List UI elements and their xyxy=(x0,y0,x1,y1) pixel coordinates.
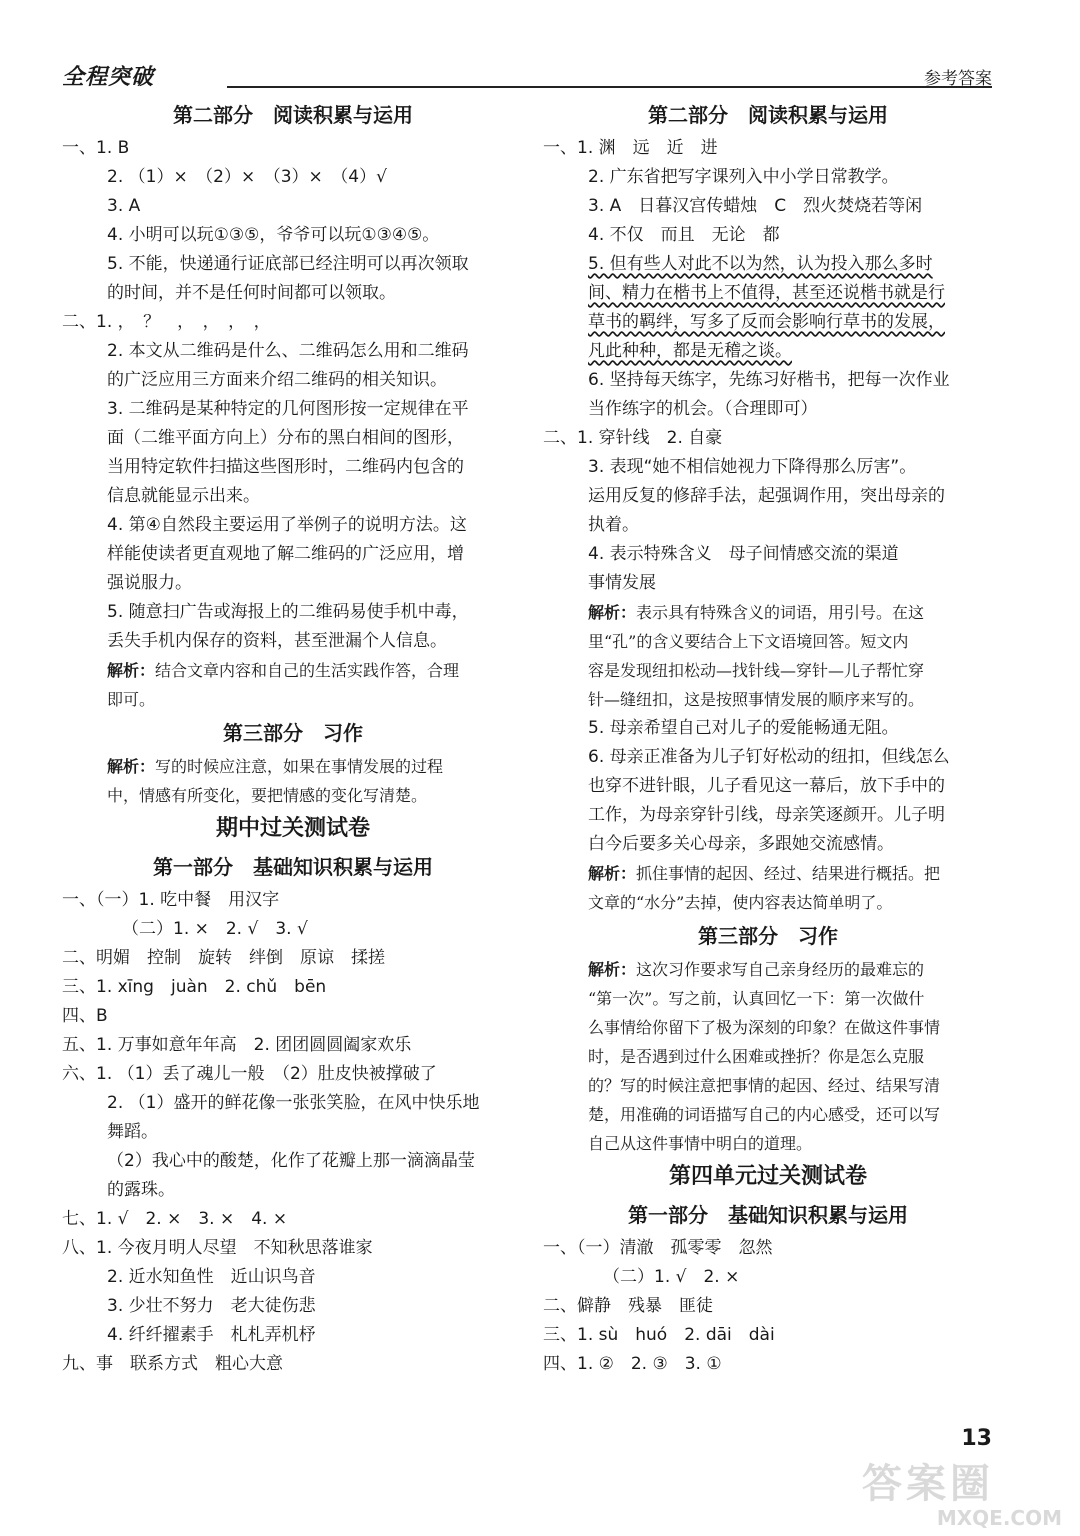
answer-line: 2. （1）× （2）× （3）× （4）√ xyxy=(107,167,387,187)
answer-line: 二、1. ， ？ ， ， ， ， xyxy=(62,312,271,332)
answer-line: 6. 母亲正准备为儿子钉好松动的纽扣，但线怎么 xyxy=(588,747,950,767)
answer-line: 的时间，并不是任何时间都可以领取。 xyxy=(107,283,396,303)
answer-line: 样能使读者更直观地了解二维码的广泛应用，增 xyxy=(107,544,464,564)
analysis-label: 解析： xyxy=(588,603,637,622)
answer-line: 五、1. 万事如意年年高 2. 团团圆圆阖家欢乐 xyxy=(62,1035,412,1055)
watermark-logo: 答案圈 xyxy=(862,1461,994,1507)
section-heading: 第二部分 阅读积累与运用 xyxy=(648,103,888,127)
answer-line: （二）1. √ 2. × xyxy=(603,1267,740,1287)
answer-line: 5. 随意扫广告或海报上的二维码易使手机中毒， xyxy=(107,602,469,622)
answer-line: 舞蹈。 xyxy=(107,1122,158,1142)
answer-line: 也穿不进针眼，儿子看见这一幕后，放下手中的 xyxy=(588,776,945,796)
answer-line xyxy=(543,250,993,279)
answer-line: 当作练字的机会。（合理即可） xyxy=(588,399,818,419)
analysis-text: 结合文章内容和自己的生活实践作答，合理 xyxy=(155,661,460,680)
answer-line: （2）我心中的酸楚，化作了花瓣上那一滴滴晶莹 xyxy=(107,1151,475,1171)
analysis-text: 这次习作要求写自己亲身经历的最难忘的 xyxy=(636,960,925,979)
answer-line: 四、1. ② 2. ③ 3. ① xyxy=(543,1354,722,1374)
answer-line: 三、1. xīng juàn 2. chǔ bēn xyxy=(62,977,327,997)
page-number: 13 xyxy=(961,1426,992,1451)
answer-line: 2. 本文从二维码是什么、二维码怎么用和二维码 xyxy=(107,341,469,361)
answer-line: 一、（一）1. 吃中餐 用汉字 xyxy=(62,890,280,910)
answer-line: 2. 近水知鱼性 近山识鸟音 xyxy=(107,1267,316,1287)
analysis-text: 自己从这件事情中明白的道理。 xyxy=(588,1134,813,1153)
test-title: 第四单元过关测试卷 xyxy=(668,1164,867,1189)
underlined-answer: 间、精力在楷书上不值得，甚至还说楷书就是行 xyxy=(588,283,945,303)
answer-line: 的广泛应用三方面来介绍二维码的相关知识。 xyxy=(107,370,447,390)
analysis-label: 解析： xyxy=(588,960,637,979)
answer-line: 4. 纤纤擢素手 札札弄机杼 xyxy=(107,1325,316,1345)
answer-line: 三、1. sù huó 2. dāi dài xyxy=(543,1325,775,1345)
analysis-text: 时，是否遇到过什么困难或挫折？你是怎么克服 xyxy=(588,1047,925,1066)
analysis-text: 文章的“水分”去掉，使内容表达简单明了。 xyxy=(588,893,893,912)
analysis-text: 即可。 xyxy=(107,690,156,709)
answer-line: 工作，为母亲穿针引线，母亲笑逐颜开。儿子明 xyxy=(588,805,945,825)
answer-line: 八、1. 今夜月明人尽望 不知秋思落谁家 xyxy=(62,1238,373,1258)
answer-line: 运用反复的修辞手法，起强调作用，突出母亲的 xyxy=(588,486,945,506)
answer-line: 二、僻静 残暴 匪徒 xyxy=(543,1296,713,1316)
answer-line: 的露珠。 xyxy=(107,1180,175,1200)
analysis-label: 解析： xyxy=(107,757,156,776)
answer-line: 事情发展 xyxy=(588,573,656,593)
analysis-note xyxy=(62,752,524,781)
underlined-answer: 5. 但有些人对此不以为然，认为投入那么多时 xyxy=(588,254,933,274)
answer-line: 3. 二维码是某种特定的几何图形按一定规律在平 xyxy=(107,399,469,419)
answer-line: （二）1. × 2. √ 3. √ xyxy=(122,919,308,939)
right-column xyxy=(543,96,993,1379)
answer-line: 一、1. B xyxy=(62,138,130,158)
analysis-text: 里“孔”的含义要结合上下文语境回答。短文内 xyxy=(588,632,909,651)
answer-line: 3. A 日暮汉宫传蜡烛 C 烈火焚烧若等闲 xyxy=(588,196,923,216)
section-heading: 第一部分 基础知识积累与运用 xyxy=(153,855,433,879)
answer-line: 5. 不能，快递通行证底部已经注明可以再次领取 xyxy=(107,254,469,274)
answer-line: 4. 小明可以玩①③⑤，爷爷可以玩①③④⑤。 xyxy=(107,225,440,245)
analysis-text: 抓住事情的起因、经过、结果进行概括。把 xyxy=(636,864,941,883)
section-heading: 第二部分 阅读积累与运用 xyxy=(173,103,413,127)
brand-logo: 全程突破 xyxy=(62,65,155,90)
answer-line: 4. 表示特殊含义 母子间情感交流的渠道 xyxy=(588,544,899,564)
watermark xyxy=(862,1462,1062,1532)
analysis-note xyxy=(543,859,993,888)
analysis-label: 解析： xyxy=(588,864,637,883)
answer-line: 面（二维平面方向上）分布的黑白相间的图形， xyxy=(107,428,464,448)
section-heading: 第一部分 基础知识积累与运用 xyxy=(628,1203,908,1227)
answer-line: 3. 少壮不努力 老大徒伤悲 xyxy=(107,1296,316,1316)
underlined-answer: 草书的羁绊，写多了反而会影响行草书的发展， xyxy=(588,312,945,332)
analysis-text: 写的时候应注意，如果在事情发展的过程 xyxy=(155,757,444,776)
answer-line: 二、明媚 控制 旋转 绊倒 原谅 揉搓 xyxy=(62,948,385,968)
answer-line: 当用特定软件扫描这些图形时，二维码内包含的 xyxy=(107,457,464,477)
section-heading: 第三部分 习作 xyxy=(223,721,363,745)
answer-line: 白今后要多关心母亲，多跟她交流感情。 xyxy=(588,834,894,854)
analysis-label: 解析： xyxy=(107,661,156,680)
answer-line: 二、1. 穿针线 2. 自豪 xyxy=(543,428,723,448)
answer-line: 2. 广东省把写字课列入中小学日常教学。 xyxy=(588,167,899,187)
answer-line xyxy=(543,279,993,308)
answer-line: 一、1. 渊 远 近 进 xyxy=(543,138,718,158)
test-title: 期中过关测试卷 xyxy=(215,816,370,841)
answer-line: 七、1. √ 2. × 3. × 4. × xyxy=(62,1209,288,1229)
answer-line xyxy=(543,337,993,366)
answer-line: 2. （1）盛开的鲜花像一张张笑脸，在风中快乐地 xyxy=(107,1093,480,1113)
analysis-text: 的？写的时候注意把事情的起因、经过、结果写清 xyxy=(588,1076,941,1095)
answer-line: 5. 母亲希望自己对儿子的爱能畅通无阻。 xyxy=(588,718,899,738)
left-column xyxy=(62,96,524,1379)
analysis-note xyxy=(543,955,993,984)
answer-line: 六、1. （1）丢了魂儿一般 （2）肚皮快被撑破了 xyxy=(62,1064,437,1084)
answer-line xyxy=(543,308,993,337)
header-rule xyxy=(227,86,992,88)
analysis-text: 中，情感有所变化，要把情感的变化写清楚。 xyxy=(107,786,428,805)
answer-line: 丢失手机内保存的资料，甚至泄漏个人信息。 xyxy=(107,631,447,651)
analysis-text: 针—缝纽扣，这是按照事情发展的顺序来写的。 xyxy=(588,690,925,709)
section-heading: 第三部分 习作 xyxy=(698,924,838,948)
analysis-text: “第一次”。写之前，认真回忆一下：第一次做什 xyxy=(588,989,925,1008)
watermark-site: MXQE.COM xyxy=(936,1506,1062,1530)
analysis-text: 容是发现纽扣松动—找针线—穿针—儿子帮忙穿 xyxy=(588,661,925,680)
page-header xyxy=(62,60,992,90)
analysis-note xyxy=(543,598,993,627)
analysis-text: 么事情给你留下了极为深刻的印象？在做这件事情 xyxy=(588,1018,941,1037)
answer-line: 强说服力。 xyxy=(107,573,192,593)
analysis-text: 楚，用准确的词语描写自己的内心感受，还可以写 xyxy=(588,1105,941,1124)
answer-line: 4. 第④自然段主要运用了举例子的说明方法。这 xyxy=(107,515,467,535)
answer-line: 6. 坚持每天练字，先练习好楷书，把每一次作业 xyxy=(588,370,950,390)
answer-line: 3. A xyxy=(107,196,141,216)
analysis-note xyxy=(62,656,524,685)
answer-line: 执着。 xyxy=(588,515,639,535)
answer-line: 3. 表现“她不相信她视力下降得那么厉害”。 xyxy=(588,457,917,477)
section-label: 参考答案 xyxy=(924,69,992,89)
answer-line: 九、事 联系方式 粗心大意 xyxy=(62,1354,283,1374)
answer-line: 一、（一）清澈 孤零零 忽然 xyxy=(543,1238,773,1258)
underlined-answer: 凡此种种，都是无稽之谈。 xyxy=(588,341,792,361)
analysis-text: 表示具有特殊含义的词语，用引号。在这 xyxy=(636,603,925,622)
answer-line: 信息就能显示出来。 xyxy=(107,486,260,506)
answer-line: 四、B xyxy=(62,1006,108,1026)
answer-line: 4. 不仅 而且 无论 都 xyxy=(588,225,780,245)
